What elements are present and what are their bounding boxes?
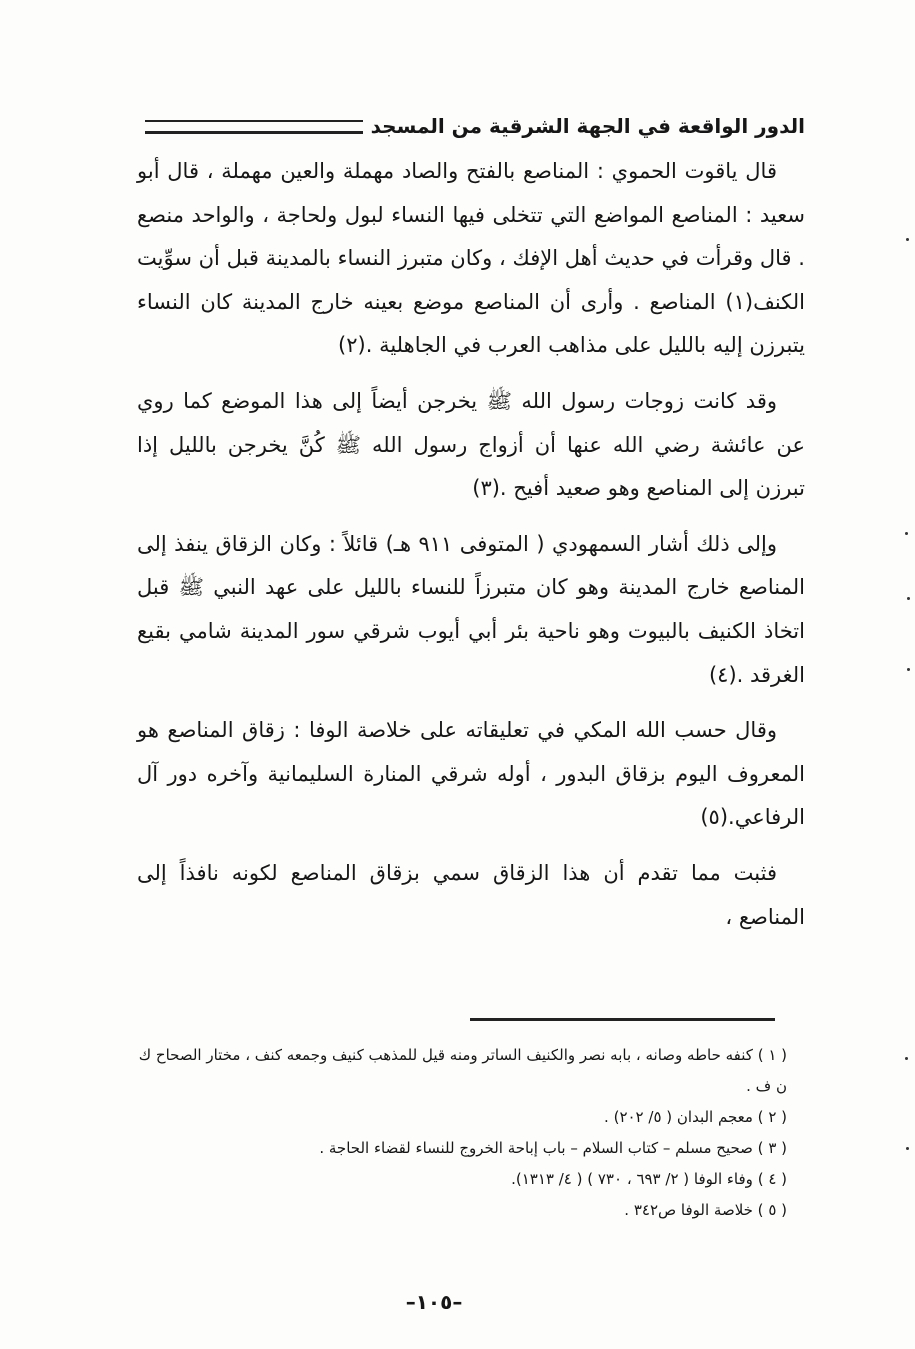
page-number: –١٠٥– bbox=[405, 1290, 463, 1314]
paragraph-conclusion: فثبت مما تقدم أن هذا الزقاق سمي بزقاق المناصع لكونه نافذاً إلى المناصع ، bbox=[137, 860, 805, 929]
paragraph-wives: وقد كانت زوجات رسول الله ﷺ يخرجن أيضاً إلى هذا الموضع كما روي عن عائشة رضي الله عنها أن أزواج رسول الله ﷺ كُنَّ يخرجن بالليل إذا تبرزن إلى المناصع وهو صعيد أفيح .(٣) bbox=[137, 388, 805, 501]
paragraph-yaqut: قال ياقوت الحموي : المناصع بالفتح والصاد مهملة والعين مهملة ، قال أبو سعيد : المناصع المواضع التي تتخلى فيها النساء لبول ولحاجة ، والواحد منصع . قال وقرأت في حديث أهل الإفك ، وكان متبرز النساء بالمدينة قبل أن سوِّيت الكنف(١) المناصع . وأرى أن المناصع موضع بعينه خارج المدينة كان النساء يتبرزن إليه بالليل على مذاهب العرب في الجاهلية .(٢) bbox=[137, 159, 805, 358]
scan-speck bbox=[906, 238, 909, 241]
scan-speck bbox=[906, 1147, 909, 1150]
footnote-1: ( ١ ) كنفه حاطه وصانه ، بابه نصر والكنيف الساتر ومنه قيل للمذهب كنيف وجمعه كنف ، مختار الصحاح ك ن ف . bbox=[138, 1046, 787, 1095]
footnote-5: ( ٥ ) خلاصة الوفا ص٣٤٢ . bbox=[624, 1201, 787, 1219]
footnote-3: ( ٣ ) صحيح مسلم – كتاب السلام – باب إباحة الخروج للنساء لقضاء الحاجة . bbox=[319, 1139, 787, 1157]
paragraph-samhudi: وإلى ذلك أشار السمهودي ( المتوفى ٩١١ هـ) قائلاً : وكان الزقاق ينفذ إلى المناصع خارج المدينة وهو كان متبرزاً للنساء بالليل على عهد النبي ﷺ قبل اتخاذ الكنيف بالبيوت وهو ناحية بئر أبي أيوب شرقي سور المدينة شامي بقيع الغرقد .(٤) bbox=[137, 531, 805, 687]
scan-speck bbox=[905, 532, 908, 535]
footnote-separator bbox=[470, 1018, 775, 1021]
footnotes bbox=[127, 1040, 787, 1226]
running-header bbox=[145, 106, 805, 146]
main-text bbox=[137, 150, 805, 951]
footnote-4: ( ٤ ) وفاء الوفا ( ٢/ ٦٩٣ ، ٧٣٠ ) ( ٤/ ١٣١٣). bbox=[511, 1170, 787, 1188]
footnote-2: ( ٢ ) معجم البدان ( ٥/ ٢٠٢) . bbox=[604, 1108, 787, 1126]
header-double-rule bbox=[145, 120, 363, 134]
header-title: الدور الواقعة في الجهة الشرقية من المسجد bbox=[370, 114, 805, 138]
scan-speck bbox=[905, 1057, 908, 1060]
scan-speck bbox=[907, 668, 910, 671]
paragraph-hasbullah: وقال حسب الله المكي في تعليقاته على خلاصة الوفا : زقاق المناصع هو المعروف اليوم بزقاق البدور ، أوله شرقي المنارة السليمانية وآخره دور آل الرفاعي.(٥) bbox=[137, 718, 805, 830]
scan-speck bbox=[907, 597, 910, 600]
